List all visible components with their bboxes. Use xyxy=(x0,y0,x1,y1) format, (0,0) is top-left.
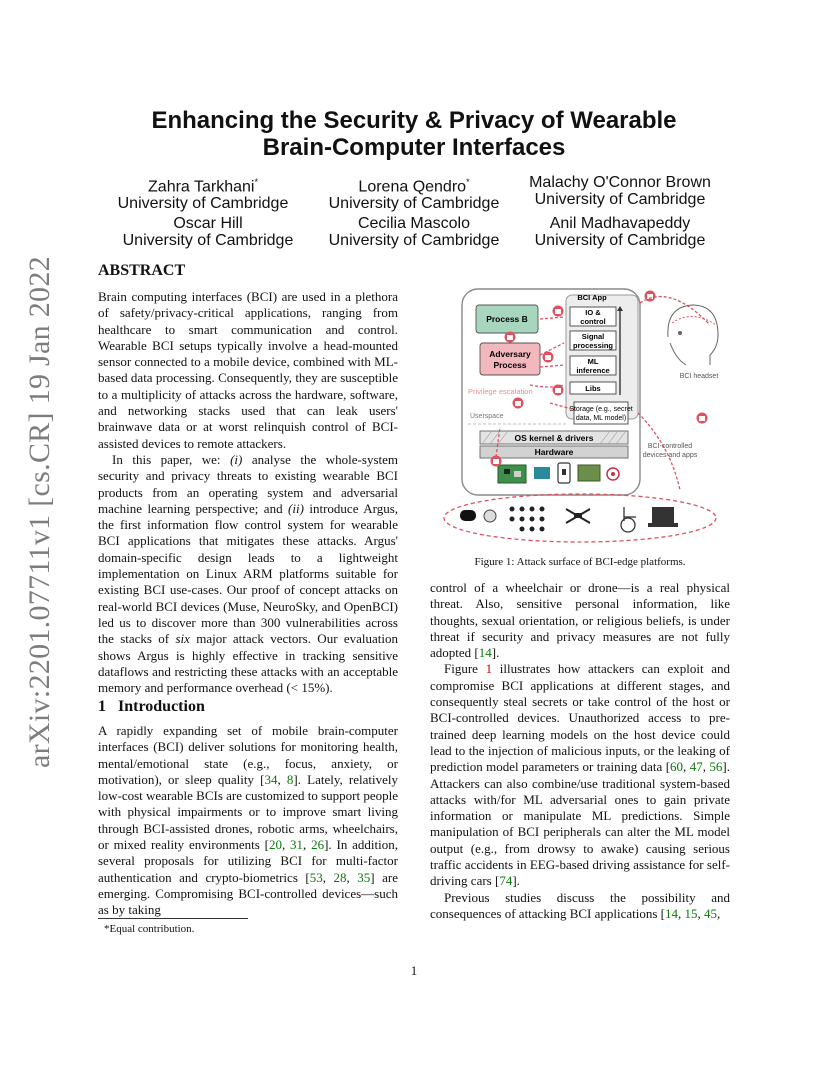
citation-link[interactable]: 34 xyxy=(264,771,278,787)
footnote-divider xyxy=(98,918,248,919)
robot-icon xyxy=(484,510,496,522)
author-affiliation: University of Cambridge xyxy=(328,195,500,213)
figure-caption: Figure 1: Attack surface of BCI-edge platforms. xyxy=(474,556,686,568)
title-line-2: Brain-Computer Interfaces xyxy=(262,134,566,161)
controlled-devices-label-2: devices and apps xyxy=(642,452,698,459)
attack-surface-figure xyxy=(440,285,730,547)
citation-link[interactable]: 26 xyxy=(311,837,325,853)
equal-contribution-mark: * xyxy=(254,177,258,187)
citation-link[interactable]: 74 xyxy=(499,873,513,889)
right-column-body xyxy=(430,580,730,922)
abstract-body xyxy=(98,289,398,696)
author-name: Lorena Qendro xyxy=(358,178,467,196)
circuit-board-icon xyxy=(498,465,526,483)
citation-link[interactable]: 15 xyxy=(684,905,698,921)
paper-title xyxy=(100,107,728,161)
citation-link[interactable]: 47 xyxy=(689,759,703,775)
section-title: Introduction xyxy=(118,698,205,715)
citation-link[interactable]: 28 xyxy=(333,869,347,885)
svg-text:Libs: Libs xyxy=(585,384,601,393)
privilege-escalation-label: Privilege escalation xyxy=(468,387,533,396)
abstract-paragraph-2: In this paper, we: (i) analyse the whole-system security and privacy threats to existing wearable BCI products from an operating system and adversarial machine learning perspective; and (ii) introduce Argus, the first information flow control system for wearable BCI applications that mitigates these attacks. Argus' domain-specific design leads to a lightweight implementation on Linux ARM platforms suitable for existing BCI use-cases. Our proof of concept attacks on real-world BCI devices (Muse, NeuroSky, and OpenBCI) led us to discover more than 300 vulnerabilities across the stacks of six major attack vectors. Our evaluation shows Argus is highly effective in tracking sensitive dataflows and restricting these attacks with an acceptable memory and performance overhead (< 15%). xyxy=(98,451,399,696)
citation-link[interactable]: 53 xyxy=(309,869,323,885)
robotic-arm-icon xyxy=(648,507,678,527)
svg-text:ML: ML xyxy=(587,357,599,366)
author-name: Oscar Hill xyxy=(173,215,243,232)
body-paragraph: Previous studies discuss the possibility and consequences of attacking BCI applications [14, 15, 45, xyxy=(430,889,730,921)
svg-text:Storage (e.g., secret: Storage (e.g., secret xyxy=(569,406,633,413)
svg-text:data, ML model): data, ML model) xyxy=(575,415,627,422)
svg-text:Hardware: Hardware xyxy=(534,447,574,457)
author-block xyxy=(515,174,725,208)
svg-text:Adversary: Adversary xyxy=(489,349,531,359)
author-affiliation: University of Cambridge xyxy=(117,195,289,213)
arxiv-identifier: arXiv:2201.07711v1 [cs.CR] 19 Jan 2022 xyxy=(23,256,56,768)
page-number: 1 xyxy=(410,963,418,978)
svg-text:Signal: Signal xyxy=(581,332,605,341)
bci-headset-icon xyxy=(668,305,718,365)
controlled-devices-label-1: BCI-controlled xyxy=(647,443,693,450)
introduction-paragraph-1: A rapidly expanding set of mobile brain-computer interfaces (BCI) deliver solutions for monitoring health, mental/emotional state (e.g., focus, anxiety, or motivation), or sleep quality [34, 8]. Lately, relatively low-cost wearable BCIs are customized to support people with physical impairments or to improve smart living through BCI-assisted drones, robotic arms, wheelchairs, or mixed reality environments [20, 31, 26]. In addition, several proposals for utilizing BCI for multi-factor authentication and crypto-biometrics [53, 28, 35] are emerging. Compromising BCI-controlled devices—such as by taking xyxy=(98,723,399,918)
abstract-heading: ABSTRACT xyxy=(98,262,186,279)
chip-icon xyxy=(534,467,550,479)
citation-link[interactable]: 31 xyxy=(290,837,304,853)
citation-link[interactable]: 14 xyxy=(665,905,679,921)
svg-text:OS kernel & drivers: OS kernel & drivers xyxy=(514,433,594,443)
citation-link[interactable]: 45 xyxy=(704,905,718,921)
author-affiliation: University of Cambridge xyxy=(534,232,706,249)
author-block xyxy=(515,215,725,249)
author-affiliation: University of Cambridge xyxy=(122,232,294,249)
footnote: *Equal contribution. xyxy=(104,923,195,935)
author-name: Cecilia Mascolo xyxy=(357,215,471,232)
section-number: 1 xyxy=(98,698,106,715)
figure-reference-link[interactable]: 1 xyxy=(485,661,493,677)
introduction-body xyxy=(98,723,398,919)
svg-text:Process B: Process B xyxy=(486,314,528,324)
author-name: Malachy O'Connor Brown xyxy=(529,174,711,191)
svg-text:processing: processing xyxy=(572,341,614,350)
author-affiliation: University of Cambridge xyxy=(328,232,500,249)
author-block xyxy=(309,174,519,212)
neural-implant-grid-icon xyxy=(510,507,545,532)
title-line-1: Enhancing the Security & Privacy of Wearable xyxy=(151,107,677,134)
svg-text:IO &: IO & xyxy=(585,308,601,317)
author-block xyxy=(98,174,308,212)
citation-link[interactable]: 60 xyxy=(670,759,684,775)
author-name: Zahra Tarkhani xyxy=(148,178,255,196)
raspberry-pi-board-icon xyxy=(578,465,600,481)
bci-app-label: BCI App xyxy=(577,293,607,302)
introduction-heading xyxy=(98,698,205,716)
body-paragraph: Figure 1 illustrates how attackers can exploit and compromise BCI applications at different stages, and consequently steal secrets or take control of the host or BCI-controlled devices. Unauthorized access to pre-trained deep learning models on the host device could lead to the injection of malicious inputs, or the leaking of prediction model parameters or training data [60, 47, 56]. Attackers can also combine/use traditional system-based attacks with/for ML adversarial ones to gain private information or manipulate ML predictions. Simple manipulation of BCI peripherals can alter the ML model output (e.g., from drowsy to awake) causing serious traffic accidents in EEG-based driving assistance for self-driving cars [74]. xyxy=(430,661,731,889)
author-affiliation: University of Cambridge xyxy=(534,191,706,208)
citation-link[interactable]: 35 xyxy=(357,869,371,885)
userspace-label: Userspace xyxy=(470,413,504,420)
adversary-process-box xyxy=(480,343,540,375)
wheelchair-icon xyxy=(621,507,636,532)
author-block xyxy=(309,215,519,249)
citation-link[interactable]: 56 xyxy=(709,759,723,775)
svg-text:control: control xyxy=(580,317,606,326)
gamepad-icon xyxy=(460,510,476,521)
body-paragraph: control of a wheelchair or drone—is a real physical threat. Also, sensitive personal information, like thoughts, sexual orientation, or religious beliefs, is under threat if security and privacy measures are not fully adopted [14]. xyxy=(430,580,730,661)
author-name: Anil Madhavapeddy xyxy=(549,215,691,232)
author-block xyxy=(103,215,313,249)
equal-contribution-mark: * xyxy=(466,177,470,187)
bci-headset-label: BCI headset xyxy=(679,373,719,380)
citation-link[interactable]: 8 xyxy=(286,771,294,787)
svg-text:Process: Process xyxy=(493,360,527,370)
abstract-paragraph-1: Brain computing interfaces (BCI) are used in a plethora of safety/privacy-critical applications, ranging from healthcare to smart communication and control. Wearable BCI setups typically involve a head-mounted sensor connected to a mobile device, combined with ML-based data processing. Consequently, they are susceptible to a multiplicity of attacks across the hardware, software, and networking stacks used that can leak users' brainwave data or at worst relinquish control of BCI-assisted devices to remote attackers. xyxy=(98,289,398,451)
svg-text:inference: inference xyxy=(576,366,610,375)
citation-link[interactable]: 14 xyxy=(478,645,492,661)
citation-link[interactable]: 20 xyxy=(268,837,282,853)
